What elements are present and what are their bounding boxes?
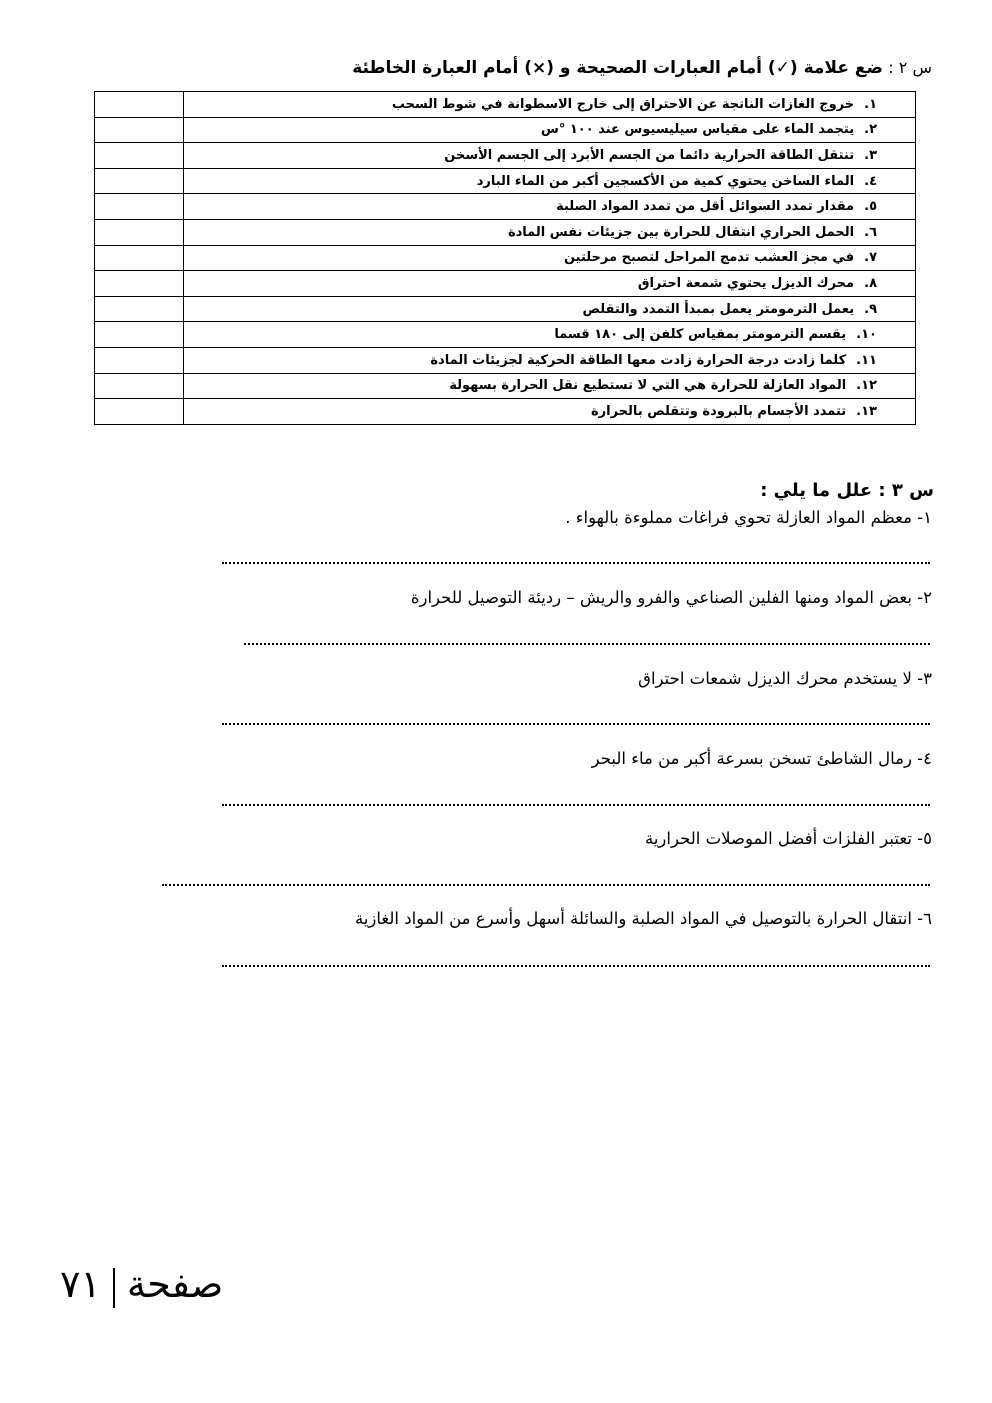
answer-line-2[interactable] bbox=[244, 643, 930, 645]
statement-row bbox=[95, 296, 916, 322]
answer-line-5[interactable] bbox=[162, 884, 930, 886]
statement-cell bbox=[184, 399, 916, 425]
statement-text: محرك الديزل يحتوي شمعة احتراق bbox=[637, 275, 855, 291]
answer-mark-cell[interactable] bbox=[95, 347, 184, 373]
statement-cell bbox=[184, 245, 916, 271]
statement-row bbox=[95, 117, 916, 143]
true-false-table bbox=[94, 91, 916, 425]
statement-text: يعمل الترمومتر يعمل بمبدأ التمدد والتقلص bbox=[582, 301, 855, 317]
statement-cell bbox=[184, 373, 916, 399]
answer-mark-cell[interactable] bbox=[95, 399, 184, 425]
statement-text: في مجز العشب تدمج المراحل لتصبح مرحلتين bbox=[563, 250, 855, 266]
statement-row bbox=[95, 271, 916, 297]
answer-mark-cell[interactable] bbox=[95, 322, 184, 348]
statement-text: يتجمد الماء على مقياس سيليسيوس عند ١٠٠ °س bbox=[540, 122, 855, 138]
q3-item-1: ١- معظم المواد العازلة تحوي فراغات مملوءة بالهواء . bbox=[565, 508, 932, 527]
answer-mark-cell[interactable] bbox=[95, 219, 184, 245]
statement-number: ١١. bbox=[856, 352, 877, 368]
answer-mark-cell[interactable] bbox=[95, 245, 184, 271]
page-footer bbox=[60, 1262, 223, 1308]
answer-line-3[interactable] bbox=[222, 723, 930, 725]
statement-number: ٢. bbox=[864, 122, 877, 138]
statement-cell bbox=[184, 219, 916, 245]
statement-row bbox=[95, 219, 916, 245]
statement-number: ٨. bbox=[864, 275, 877, 291]
question-3-title: س ٣ : علل ما يلي : bbox=[760, 480, 934, 501]
statement-row bbox=[95, 322, 916, 348]
statement-row bbox=[95, 143, 916, 169]
statement-cell bbox=[184, 271, 916, 297]
page-number: ٧١ bbox=[60, 1262, 101, 1306]
question-2-prefix: س ٢ : bbox=[888, 58, 932, 77]
answer-line-6[interactable] bbox=[222, 965, 930, 967]
statement-row bbox=[95, 194, 916, 220]
q3-item-3: ٣- لا يستخدم محرك الديزل شمعات احتراق bbox=[638, 669, 932, 688]
question-2-title bbox=[312, 58, 932, 78]
statement-number: ٥. bbox=[864, 199, 877, 215]
statement-number: ٣. bbox=[864, 147, 877, 163]
statement-text: مقدار تمدد السوائل أقل من تمدد المواد الصلبة bbox=[556, 199, 855, 215]
answer-mark-cell[interactable] bbox=[95, 373, 184, 399]
statement-cell bbox=[184, 168, 916, 194]
statement-row bbox=[95, 92, 916, 118]
q3-item-2: ٢- بعض المواد ومنها الفلين الصناعي والفرو والريش – رديئة التوصيل للحرارة bbox=[410, 588, 932, 607]
answer-mark-cell[interactable] bbox=[95, 143, 184, 169]
statement-row bbox=[95, 399, 916, 425]
answer-mark-cell[interactable] bbox=[95, 168, 184, 194]
statement-row bbox=[95, 168, 916, 194]
statement-cell bbox=[184, 92, 916, 118]
statement-row bbox=[95, 245, 916, 271]
statement-number: ١٢. bbox=[856, 378, 877, 394]
statement-cell bbox=[184, 117, 916, 143]
statement-number: ٩. bbox=[864, 301, 877, 317]
statement-cell bbox=[184, 143, 916, 169]
statement-number: ١. bbox=[864, 96, 877, 112]
statement-row bbox=[95, 373, 916, 399]
statement-number: ١٠. bbox=[856, 327, 877, 343]
statement-cell bbox=[184, 194, 916, 220]
page-word: صفحة bbox=[126, 1262, 224, 1306]
statement-text: الماء الساخن يحتوي كمية من الأكسجين أكبر من الماء البارد bbox=[476, 173, 855, 189]
statement-text: تنتقل الطاقة الحرارية دائما من الجسم الأبرد إلى الجسم الأسخن bbox=[444, 147, 855, 163]
footer-separator bbox=[113, 1268, 115, 1308]
answer-mark-cell[interactable] bbox=[95, 271, 184, 297]
q3-item-4: ٤- رمال الشاطئ تسخن بسرعة أكبر من ماء البحر bbox=[591, 749, 932, 768]
statement-cell bbox=[184, 296, 916, 322]
answer-mark-cell[interactable] bbox=[95, 194, 184, 220]
statement-number: ٧. bbox=[864, 250, 877, 266]
statement-text: خروج الغازات الناتجة عن الاحتراق إلى خارج الاسطوانة في شوط السحب bbox=[391, 96, 855, 112]
answer-mark-cell[interactable] bbox=[95, 117, 184, 143]
statement-text: المواد العازلة للحرارة هي التي لا تستطيع نقل الحرارة بسهولة bbox=[449, 378, 847, 394]
answer-line-4[interactable] bbox=[222, 804, 930, 806]
statement-number: ٦. bbox=[864, 224, 877, 240]
statement-text: تتمدد الأجسام بالبرودة وتتقلص بالحرارة bbox=[590, 403, 847, 419]
statement-cell bbox=[184, 322, 916, 348]
statement-text: الحمل الحراري انتقال للحرارة بين جزيئات نفس المادة bbox=[507, 224, 855, 240]
statement-text: يقسم الترمومتر بمقياس كلفن إلى ١٨٠ قسما bbox=[554, 327, 847, 343]
statement-number: ٤. bbox=[864, 173, 877, 189]
question-2-instruction: ضع علامة (✓) أمام العبارات الصحيحة و (×) أمام العبارة الخاطئة bbox=[352, 58, 883, 78]
answer-mark-cell[interactable] bbox=[95, 296, 184, 322]
q3-item-5: ٥- تعتبر الفلزات أفضل الموصلات الحرارية bbox=[644, 829, 932, 848]
q3-item-6: ٦- انتقال الحرارة بالتوصيل في المواد الصلبة والسائلة أسهل وأسرع من المواد الغازية bbox=[354, 909, 932, 928]
answer-mark-cell[interactable] bbox=[95, 92, 184, 118]
statement-row bbox=[95, 347, 916, 373]
statement-cell bbox=[184, 347, 916, 373]
statement-number: ١٣. bbox=[856, 403, 877, 419]
statement-text: كلما زادت درجة الحرارة زادت معها الطاقة الحركية لجزيئات المادة bbox=[430, 352, 847, 368]
answer-line-1[interactable] bbox=[222, 562, 930, 564]
